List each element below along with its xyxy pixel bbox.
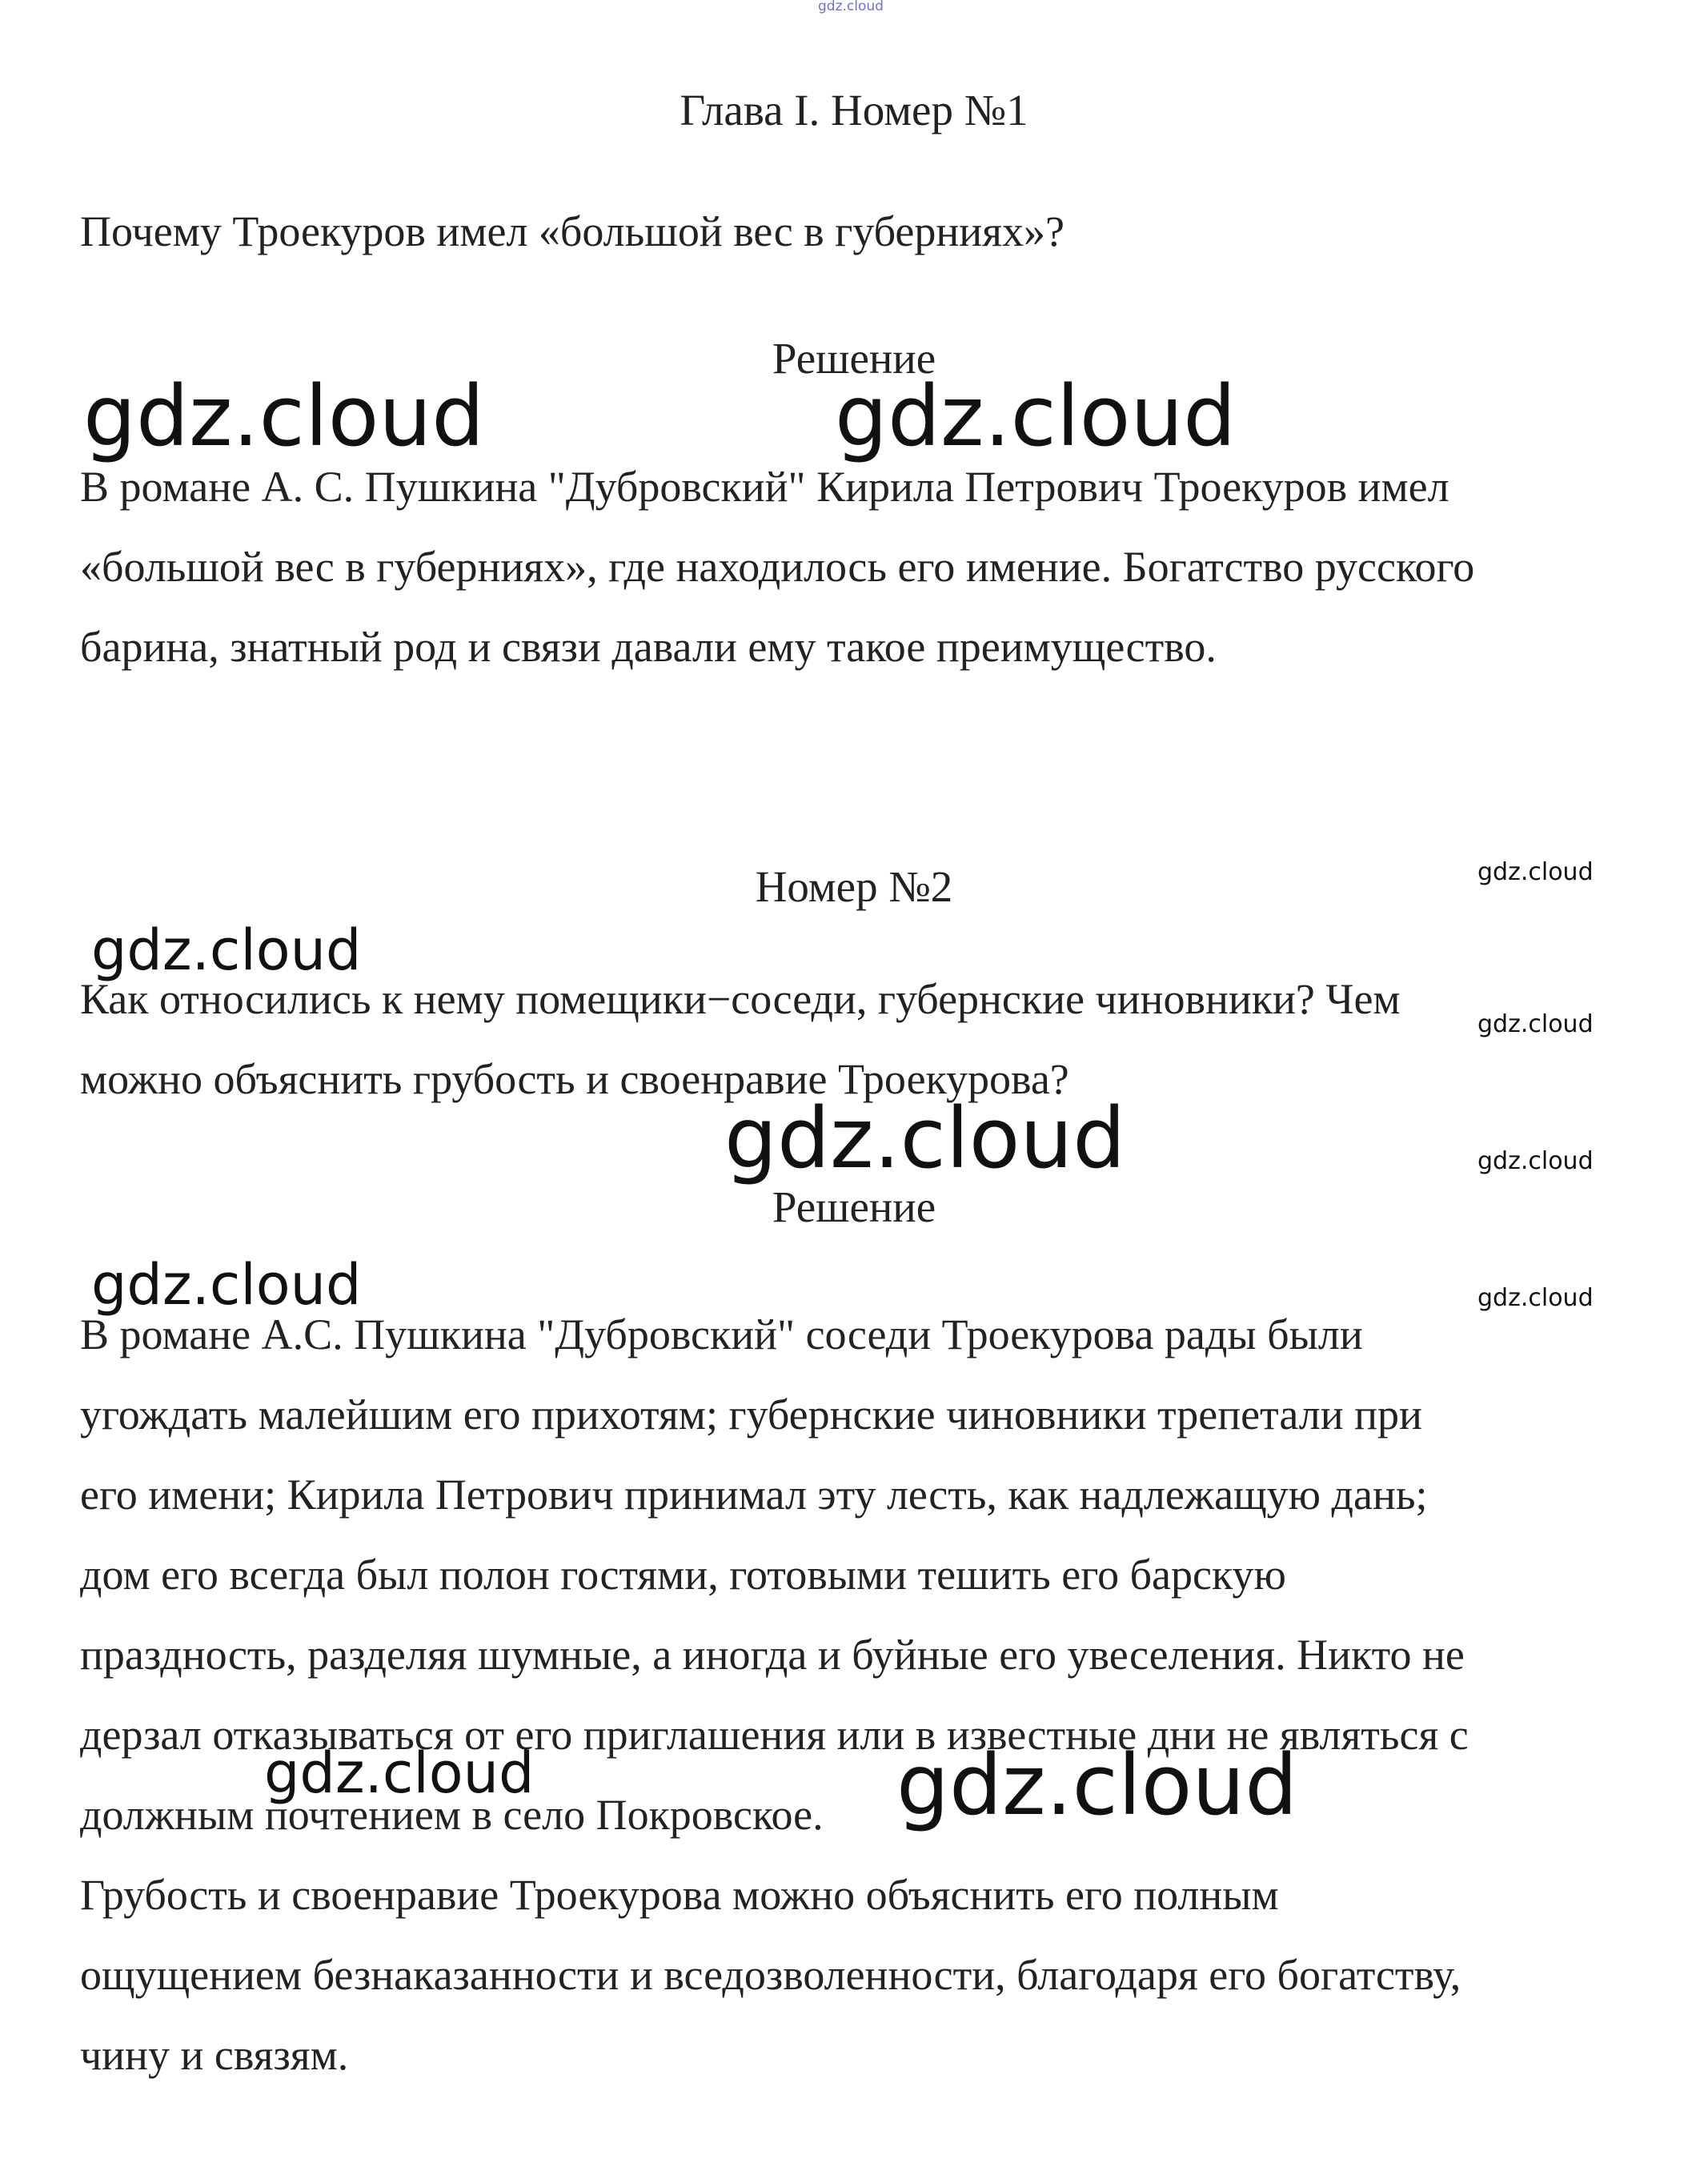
watermark: gdz.cloud [91, 1252, 362, 1318]
answer-2-line: его имени; Кирила Петрович принимал эту лесть, как надлежащую дань; [80, 1471, 1428, 1519]
answer-1-line: барина, знатный род и связи давали ему такое преимущество. [80, 623, 1217, 671]
solution-label-1: Решение [772, 334, 936, 383]
answer-2-line: угождать малейшим его прихотям; губернские чиновники трепетали при [80, 1390, 1422, 1439]
watermark: gdz.cloud [1477, 1010, 1594, 1038]
answer-2-line: дерзал отказываться от его приглашения или в известные дни не являться с [80, 1711, 1469, 1759]
watermark: gdz.cloud [1477, 1284, 1594, 1312]
watermark: gdz.cloud [1477, 1147, 1594, 1175]
question-2-line: Как относились к нему помещики−соседи, губернские чиновники? Чем [80, 975, 1401, 1023]
answer-1-line: В романе А. С. Пушкина "Дубровский" Кирила Петрович Троекуров имел [80, 463, 1449, 511]
question-1: Почему Троекуров имел «большой вес в губерниях»? [80, 207, 1064, 255]
watermark: gdz.cloud [724, 1090, 1126, 1187]
answer-2-line: праздность, разделяя шумные, а иногда и буйные его увеселения. Никто не [80, 1631, 1465, 1679]
answer-2-line: Грубость и своенравие Троекурова можно объяснить его полным [80, 1871, 1279, 1919]
answer-2-line: дом его всегда был полон гостями, готовыми тешить его барскую [80, 1551, 1286, 1599]
answer-1 [80, 447, 1681, 687]
answer-2-line: В романе А.С. Пушкина "Дубровский" соседи Троекурова рады были [80, 1310, 1363, 1358]
top-watermark: gdz.cloud [818, 0, 884, 14]
chapter-title: Глава I. Номер №1 [680, 86, 1028, 134]
watermark: gdz.cloud [264, 1740, 535, 1806]
answer-2-line: должным почтением в село Покровское. [80, 1791, 824, 1839]
solution-label-2: Решение [772, 1182, 936, 1231]
watermark: gdz.cloud [91, 917, 362, 983]
watermark: gdz.cloud [896, 1736, 1298, 1834]
watermark: gdz.cloud [83, 367, 485, 465]
answer-2-line: чину и связям. [80, 2031, 349, 2079]
answer-1-line: «большой вес в губерниях», где находилось его имение. Богатство русского [80, 543, 1475, 591]
answer-2-line: ощущением безнаказанности и вседозволенности, благодаря его богатству, [80, 1951, 1461, 1999]
question-2-line: можно объяснить грубость и своенравие Троекурова? [80, 1055, 1069, 1103]
answer-2 [80, 1294, 1681, 2095]
watermark: gdz.cloud [1477, 858, 1594, 886]
watermark: gdz.cloud [835, 367, 1237, 465]
question-2-title: Номер №2 [755, 862, 953, 911]
